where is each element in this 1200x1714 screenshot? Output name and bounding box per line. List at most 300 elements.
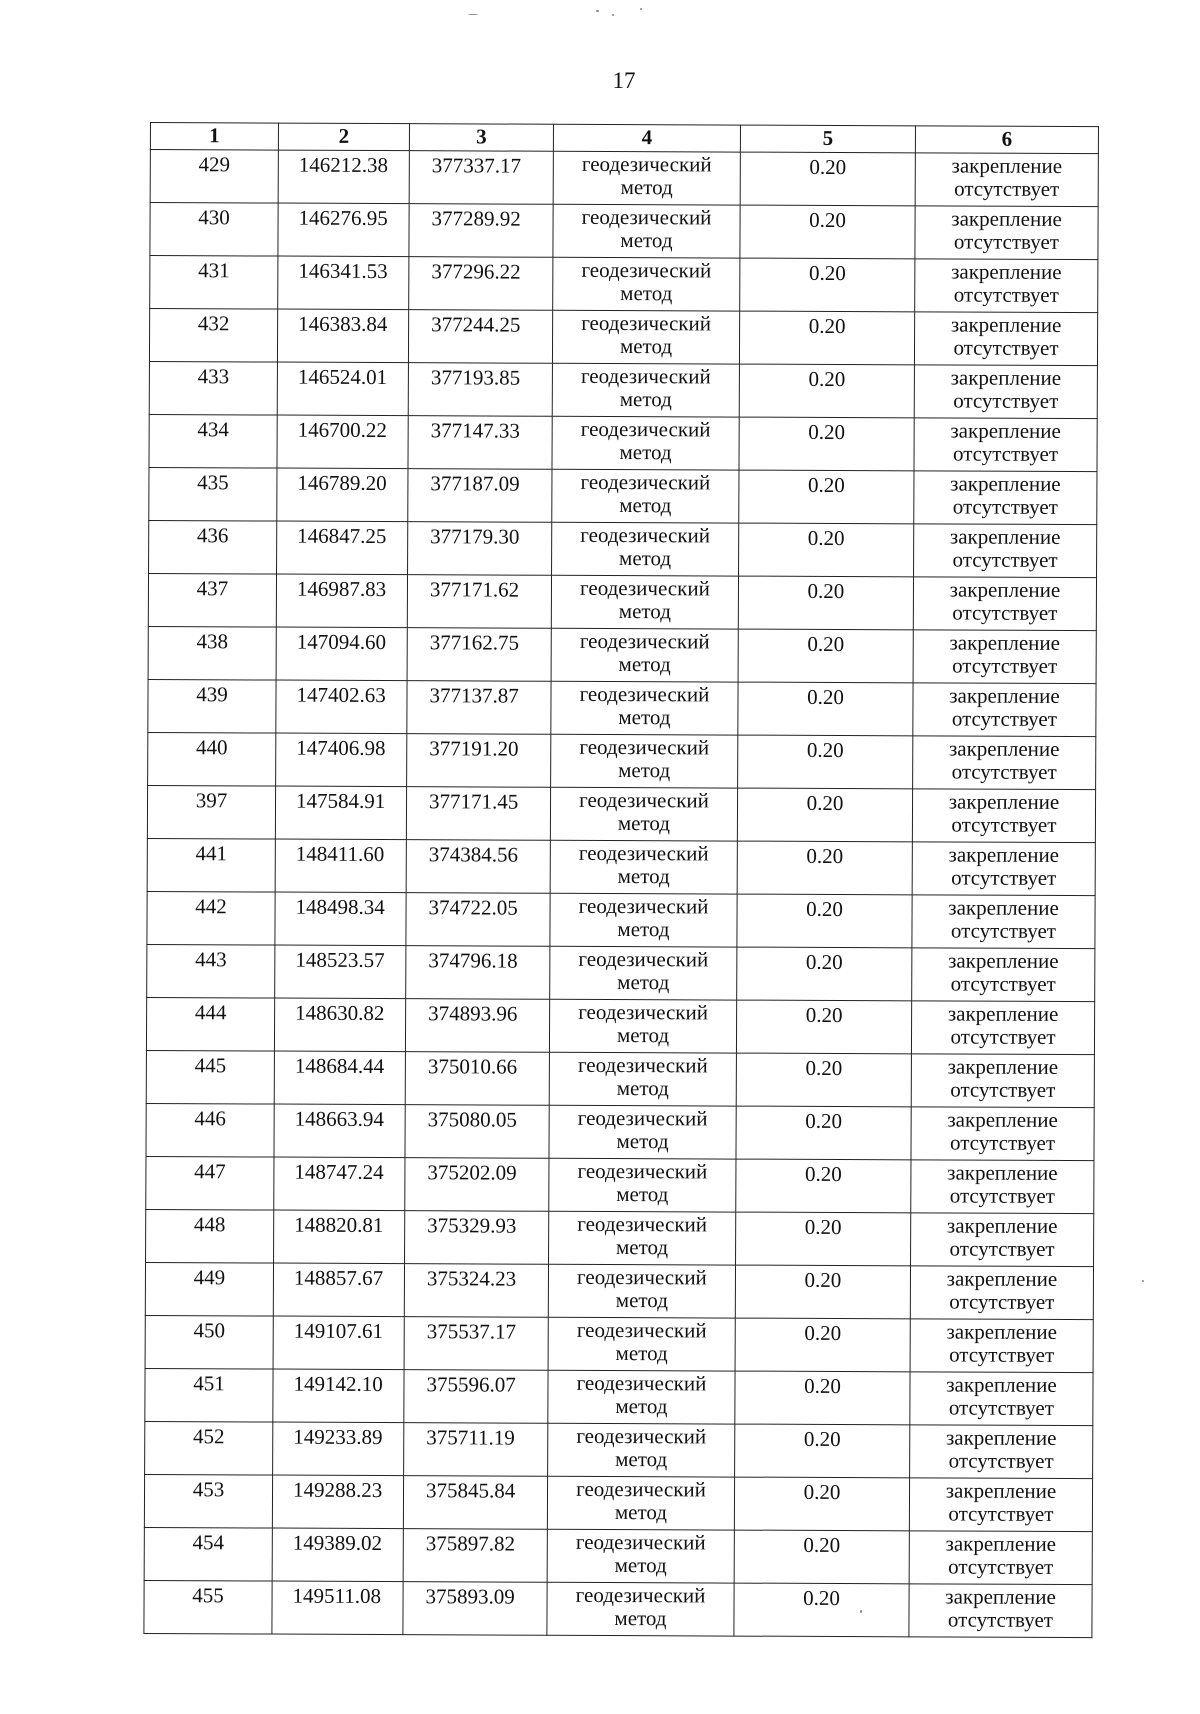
fixing-cell	[910, 1372, 1093, 1426]
fixing-cell	[911, 1001, 1094, 1055]
column-header-1: 1	[150, 123, 278, 151]
x-coordinate-cell: 148747.24	[274, 1157, 405, 1211]
fixing-line-2: отсутствует	[952, 494, 1058, 519]
accuracy-cell: 0.20	[736, 1159, 911, 1213]
method-line-2: метод	[619, 493, 672, 518]
point-number-cell: 449	[145, 1262, 273, 1316]
fixing-line-2: отсутствует	[949, 1342, 1055, 1367]
x-coordinate-cell: 147406.98	[276, 733, 407, 787]
accuracy-cell: 0.20	[737, 841, 912, 895]
fixing-line-1: закрепление	[947, 1160, 1058, 1185]
fixing-cell	[909, 1478, 1092, 1532]
x-coordinate-cell: 148857.67	[273, 1263, 404, 1317]
x-coordinate-cell: 148498.34	[275, 892, 406, 946]
accuracy-cell: 0.20	[735, 1318, 910, 1372]
fixing-cell	[914, 471, 1097, 525]
point-number-cell: 445	[146, 1050, 274, 1104]
x-coordinate-cell: 146700.22	[277, 415, 408, 469]
x-coordinate-cell: 148684.44	[274, 1051, 405, 1105]
method-line-2: метод	[615, 1288, 668, 1313]
table-row	[144, 1580, 1092, 1637]
table-row	[146, 1156, 1094, 1213]
method-line-2: метод	[619, 334, 673, 359]
method-line-1: геодезический	[577, 1158, 708, 1184]
column-header-4: 4	[553, 124, 740, 152]
column-header-5: 5	[740, 125, 915, 153]
x-coordinate-cell: 147584.91	[275, 786, 406, 840]
x-coordinate-cell: 146789.20	[277, 468, 408, 522]
fixing-cell	[911, 1107, 1094, 1161]
fixing-line-2: отсутствует	[951, 812, 1057, 837]
method-line-1: геодезический	[581, 204, 712, 230]
fixing-line-2: отсутствует	[952, 547, 1058, 572]
method-line-1: геодезический	[580, 363, 711, 389]
method-line-1: геодезический	[579, 681, 710, 707]
fixing-line-2: отсутствует	[948, 1501, 1054, 1526]
method-cell	[548, 1317, 735, 1371]
x-coordinate-cell: 148411.60	[275, 839, 406, 893]
accuracy-cell: 0.20	[738, 682, 913, 736]
method-cell	[548, 1423, 735, 1477]
x-coordinate-cell: 146847.25	[277, 521, 408, 575]
fixing-line-2: отсутствует	[950, 971, 1056, 996]
point-number-cell: 438	[148, 626, 276, 680]
method-line-2: метод	[620, 228, 673, 253]
fixing-line-2: отсутствует	[949, 1183, 1055, 1208]
fixing-cell	[914, 524, 1097, 578]
fixing-cell	[911, 1213, 1094, 1267]
x-coordinate-cell: 149233.89	[273, 1422, 404, 1476]
accuracy-cell: 0.20	[735, 1265, 910, 1319]
fixing-line-1: закрепление	[945, 1584, 1056, 1609]
method-line-2: метод	[616, 1129, 669, 1154]
fixing-line-2: отсутствует	[953, 282, 1059, 307]
x-coordinate-cell: 148820.81	[274, 1210, 405, 1264]
x-coordinate-cell: 146341.53	[278, 256, 409, 310]
y-coordinate-cell: 377191.20	[407, 734, 551, 788]
fixing-line-2: отсутствует	[950, 1077, 1056, 1102]
method-line-2: метод	[616, 1182, 669, 1207]
y-coordinate-cell: 375537.17	[404, 1317, 548, 1371]
point-number-cell: 434	[149, 414, 277, 468]
fixing-line-2: отсутствует	[949, 1130, 1056, 1155]
method-cell	[549, 1211, 736, 1265]
method-line-2: метод	[617, 917, 670, 942]
accuracy-cell: 0.20	[739, 470, 914, 524]
column-header-2: 2	[278, 123, 409, 151]
point-number-cell: 453	[144, 1474, 272, 1528]
point-number-cell: 446	[146, 1103, 274, 1157]
table-row	[147, 838, 1095, 895]
method-cell	[548, 1370, 735, 1424]
x-coordinate-cell: 146987.83	[276, 574, 407, 628]
fixing-line-2: отсутствует	[951, 865, 1057, 890]
fixing-cell	[915, 153, 1098, 207]
accuracy-cell: 0.20	[735, 1371, 910, 1425]
fixing-cell	[910, 1425, 1093, 1479]
x-coordinate-cell: 149288.23	[272, 1475, 403, 1529]
method-line-2: метод	[614, 1500, 668, 1525]
y-coordinate-cell: 377147.33	[408, 416, 552, 470]
scan-speck	[640, 8, 642, 10]
point-number-cell: 429	[150, 150, 278, 204]
point-number-cell: 439	[148, 679, 276, 733]
x-coordinate-cell: 149107.61	[273, 1316, 404, 1370]
method-cell	[551, 734, 738, 788]
table-row	[148, 679, 1096, 736]
method-line-2: метод	[614, 1606, 667, 1631]
method-cell	[552, 363, 739, 417]
y-coordinate-cell: 377137.87	[407, 681, 551, 735]
fixing-line-1: закрепление	[946, 1213, 1058, 1238]
fixing-cell	[914, 365, 1097, 419]
table-row	[148, 626, 1096, 683]
y-coordinate-cell: 377289.92	[409, 204, 553, 258]
point-number-cell: 437	[148, 573, 276, 627]
fixing-line-2: отсутствует	[952, 653, 1058, 678]
column-header-6: 6	[915, 126, 1098, 154]
fixing-cell	[910, 1319, 1093, 1373]
accuracy-cell: 0.20	[739, 364, 914, 418]
table-row	[148, 732, 1096, 789]
fixing-line-2: отсутствует	[949, 1289, 1055, 1314]
fixing-line-1: закрепление	[948, 736, 1060, 761]
point-number-cell: 440	[148, 732, 276, 786]
table-row	[146, 1050, 1094, 1107]
method-line-1: геодезический	[576, 1370, 707, 1396]
fixing-line-1: закрепление	[945, 1531, 1057, 1556]
page-number: 17	[612, 68, 636, 93]
method-line-2: метод	[617, 864, 670, 889]
point-number-cell: 443	[147, 944, 275, 998]
method-line-2: метод	[620, 175, 673, 200]
table-row	[144, 1527, 1092, 1584]
fixing-cell	[912, 895, 1095, 949]
x-coordinate-cell: 149389.02	[272, 1528, 403, 1582]
table-row	[147, 944, 1095, 1001]
y-coordinate-cell: 377187.09	[408, 469, 552, 523]
method-line-2: метод	[616, 1023, 670, 1048]
fixing-line-1: закрепление	[945, 1425, 1057, 1450]
method-line-1: геодезический	[578, 999, 709, 1025]
method-line-1: геодезический	[575, 1582, 706, 1608]
table-row	[149, 309, 1097, 366]
y-coordinate-cell: 374893.96	[405, 999, 549, 1053]
accuracy-cell: 0.20	[740, 205, 915, 259]
method-cell	[547, 1529, 734, 1583]
method-line-2: метод	[618, 599, 671, 624]
table-row	[149, 414, 1097, 471]
method-line-1: геодезический	[577, 1264, 707, 1290]
accuracy-cell: 0.20	[736, 1053, 911, 1107]
accuracy-cell: 0.20	[736, 1106, 911, 1160]
y-coordinate-cell: 377296.22	[409, 257, 553, 311]
y-coordinate-cell: 374722.05	[406, 893, 550, 947]
scan-speck	[860, 1610, 862, 1613]
x-coordinate-cell: 148663.94	[274, 1104, 405, 1158]
method-cell	[549, 999, 736, 1053]
fixing-cell	[911, 1160, 1094, 1214]
method-cell	[549, 1052, 736, 1106]
method-line-1: геодезический	[577, 1105, 708, 1131]
table-row	[144, 1474, 1092, 1531]
point-number-cell: 430	[150, 203, 278, 257]
fixing-line-2: отсутствует	[949, 1236, 1055, 1261]
fixing-line-1: закрепление	[950, 365, 1062, 390]
method-cell	[551, 681, 738, 735]
point-number-cell: 441	[147, 838, 275, 892]
table-body	[144, 150, 1098, 1638]
table-row	[147, 785, 1095, 842]
table-row	[149, 520, 1097, 577]
method-line-1: геодезический	[581, 310, 712, 336]
method-line-2: метод	[617, 811, 671, 836]
method-line-2: метод	[618, 758, 671, 783]
y-coordinate-cell: 377171.62	[407, 575, 551, 629]
fixing-line-2: отсутствует	[953, 229, 1060, 254]
method-cell	[552, 469, 739, 523]
fixing-line-1: закрепление	[951, 153, 1063, 178]
fixing-cell	[914, 312, 1097, 366]
fixing-line-1: закрепление	[947, 1001, 1059, 1026]
fixing-cell	[913, 683, 1096, 737]
method-line-2: метод	[618, 652, 671, 677]
fixing-line-2: отсутствует	[954, 176, 1060, 201]
fixing-cell	[915, 259, 1098, 313]
method-cell	[553, 257, 740, 311]
fixing-line-1: закрепление	[948, 789, 1060, 814]
fixing-line-1: закрепление	[948, 948, 1059, 973]
fixing-line-1: закрепление	[947, 1054, 1059, 1079]
accuracy-cell: 0.20	[734, 1583, 909, 1637]
y-coordinate-cell: 375329.93	[405, 1211, 549, 1265]
fixing-line-2: отсутствует	[947, 1607, 1054, 1632]
y-coordinate-cell: 377171.45	[406, 787, 550, 841]
column-header-3: 3	[409, 124, 553, 152]
fixing-line-2: отсутствует	[950, 918, 1057, 943]
method-cell	[551, 575, 738, 629]
accuracy-cell: 0.20	[737, 894, 912, 948]
x-coordinate-cell: 147094.60	[276, 627, 407, 681]
method-line-1: геодезический	[576, 1476, 706, 1502]
x-coordinate-cell: 147402.63	[276, 680, 407, 734]
x-coordinate-cell: 148630.82	[274, 998, 405, 1052]
accuracy-cell: 0.20	[739, 417, 914, 471]
method-line-1: геодезический	[578, 893, 709, 919]
method-line-1: геодезический	[581, 257, 712, 283]
method-line-2: метод	[615, 1341, 668, 1366]
x-coordinate-cell: 148523.57	[275, 945, 406, 999]
accuracy-cell: 0.20	[734, 1530, 909, 1584]
x-coordinate-cell: 149142.10	[273, 1369, 404, 1423]
method-line-1: геодезический	[578, 946, 709, 972]
fixing-line-1: закрепление	[948, 842, 1060, 867]
x-coordinate-cell: 149511.08	[272, 1581, 403, 1635]
method-line-1: геодезический	[576, 1423, 707, 1449]
accuracy-cell: 0.20	[739, 523, 914, 577]
x-coordinate-cell: 146383.84	[277, 309, 408, 363]
fixing-line-1: закрепление	[949, 630, 1061, 655]
fixing-line-2: отсутствует	[953, 388, 1059, 413]
table-row	[148, 573, 1096, 630]
method-line-1: геодезический	[577, 1052, 708, 1078]
method-cell	[550, 787, 737, 841]
y-coordinate-cell: 375711.19	[404, 1423, 548, 1477]
fixing-cell	[909, 1584, 1092, 1638]
x-coordinate-cell: 146276.95	[278, 203, 409, 257]
fixing-line-1: закрепление	[950, 471, 1061, 496]
method-cell	[552, 310, 739, 364]
y-coordinate-cell: 374796.18	[406, 946, 550, 1000]
table-row	[149, 361, 1097, 418]
y-coordinate-cell: 377179.30	[408, 522, 552, 576]
fixing-cell	[912, 842, 1095, 896]
method-line-2: метод	[614, 1553, 667, 1578]
method-line-1: геодезический	[580, 522, 711, 548]
method-cell	[548, 1264, 735, 1318]
method-line-1: геодезический	[579, 787, 709, 813]
y-coordinate-cell: 375596.07	[404, 1370, 548, 1424]
fixing-line-1: закрепление	[951, 259, 1062, 284]
point-number-cell: 450	[145, 1315, 273, 1369]
point-number-cell: 447	[146, 1156, 274, 1210]
point-number-cell: 442	[147, 891, 275, 945]
method-cell	[552, 416, 739, 470]
y-coordinate-cell: 377244.25	[408, 310, 552, 364]
fixing-line-2: отсутствует	[948, 1554, 1054, 1579]
point-number-cell: 397	[147, 785, 275, 839]
fixing-cell	[909, 1531, 1092, 1585]
method-line-2: метод	[615, 1394, 668, 1419]
method-line-1: геодезический	[579, 628, 710, 654]
scan-speck	[1142, 1280, 1144, 1282]
fixing-line-1: закрепление	[951, 206, 1062, 231]
point-number-cell: 431	[150, 256, 278, 310]
fixing-cell	[913, 577, 1096, 631]
accuracy-cell: 0.20	[737, 947, 912, 1001]
table-row	[145, 1368, 1093, 1425]
method-cell	[553, 151, 740, 205]
point-number-cell: 436	[149, 520, 277, 574]
scan-speck	[596, 10, 599, 12]
table-row	[149, 467, 1097, 524]
y-coordinate-cell: 377193.85	[408, 363, 552, 417]
y-coordinate-cell: 375080.05	[405, 1105, 549, 1159]
x-coordinate-cell: 146212.38	[278, 150, 409, 204]
accuracy-cell: 0.20	[738, 629, 913, 683]
method-line-1: геодезический	[576, 1317, 707, 1343]
point-number-cell: 455	[144, 1580, 272, 1634]
method-line-2: метод	[615, 1447, 668, 1472]
fixing-line-1: закрепление	[946, 1266, 1058, 1291]
fixing-line-2: отсутствует	[951, 706, 1057, 731]
method-cell	[552, 522, 739, 576]
y-coordinate-cell: 375324.23	[404, 1264, 548, 1318]
fixing-line-2: отсутствует	[952, 600, 1058, 625]
fixing-line-1: закрепление	[949, 577, 1061, 602]
table-row	[146, 1103, 1094, 1160]
method-line-2: метод	[617, 970, 670, 995]
table-row	[150, 256, 1098, 313]
table-row	[147, 891, 1095, 948]
fixing-line-2: отсутствует	[950, 1024, 1056, 1049]
point-number-cell: 444	[146, 997, 274, 1051]
x-coordinate-cell: 146524.01	[277, 362, 408, 416]
accuracy-cell: 0.20	[736, 1212, 911, 1266]
fixing-cell	[911, 1054, 1094, 1108]
method-cell	[550, 840, 737, 894]
accuracy-cell: 0.20	[740, 152, 915, 206]
fixing-line-1: закрепление	[945, 1478, 1057, 1503]
method-line-2: метод	[619, 387, 672, 412]
method-line-2: метод	[619, 546, 672, 571]
table-row	[145, 1315, 1093, 1372]
fixing-line-1: закрепление	[949, 683, 1060, 708]
fixing-cell	[912, 948, 1095, 1002]
method-line-1: геодезический	[581, 151, 712, 177]
method-cell	[551, 628, 738, 682]
fixing-line-1: закрепление	[950, 418, 1061, 443]
accuracy-cell: 0.20	[734, 1477, 909, 1531]
method-line-2: метод	[618, 705, 671, 730]
point-number-cell: 448	[146, 1209, 274, 1263]
fixing-cell	[913, 736, 1096, 790]
y-coordinate-cell: 377337.17	[409, 151, 553, 205]
fixing-cell	[913, 630, 1096, 684]
point-number-cell: 432	[149, 309, 277, 363]
fixing-line-2: отсутствует	[953, 335, 1059, 360]
method-line-2: метод	[620, 281, 673, 306]
method-cell	[553, 204, 740, 258]
y-coordinate-cell: 374384.56	[406, 840, 550, 894]
fixing-cell	[915, 206, 1098, 260]
fixing-line-1: закрепление	[946, 1319, 1058, 1344]
y-coordinate-cell: 375893.09	[403, 1582, 547, 1636]
method-line-1: геодезический	[580, 416, 711, 442]
point-number-cell: 451	[145, 1368, 273, 1422]
point-number-cell: 452	[145, 1421, 273, 1475]
table-row	[145, 1421, 1093, 1478]
method-cell	[547, 1476, 734, 1530]
method-line-1: геодезический	[580, 575, 710, 601]
fixing-line-2: отсутствует	[952, 441, 1059, 466]
method-line-1: геодезический	[578, 840, 709, 866]
point-number-cell: 433	[149, 361, 277, 415]
y-coordinate-cell: 375010.66	[405, 1052, 549, 1106]
table-row	[150, 203, 1098, 260]
fixing-line-2: отсутствует	[951, 759, 1057, 784]
accuracy-cell: 0.20	[740, 258, 915, 312]
scan-speck	[468, 14, 478, 15]
method-line-1: геодезический	[579, 734, 710, 760]
accuracy-cell: 0.20	[738, 735, 913, 789]
point-number-cell: 435	[149, 467, 277, 521]
fixing-cell	[912, 789, 1095, 843]
table-row	[146, 997, 1094, 1054]
fixing-line-1: закрепление	[947, 1107, 1058, 1132]
method-cell	[547, 1582, 734, 1636]
y-coordinate-cell: 377162.75	[407, 628, 551, 682]
y-coordinate-cell: 375202.09	[405, 1158, 549, 1212]
scan-speck	[612, 14, 614, 16]
method-line-2: метод	[615, 1235, 669, 1260]
coordinates-table	[143, 122, 1099, 1638]
accuracy-cell: 0.20	[739, 311, 914, 365]
fixing-cell	[910, 1266, 1093, 1320]
accuracy-cell: 0.20	[737, 788, 912, 842]
method-cell	[549, 1158, 736, 1212]
table-row	[150, 150, 1098, 207]
